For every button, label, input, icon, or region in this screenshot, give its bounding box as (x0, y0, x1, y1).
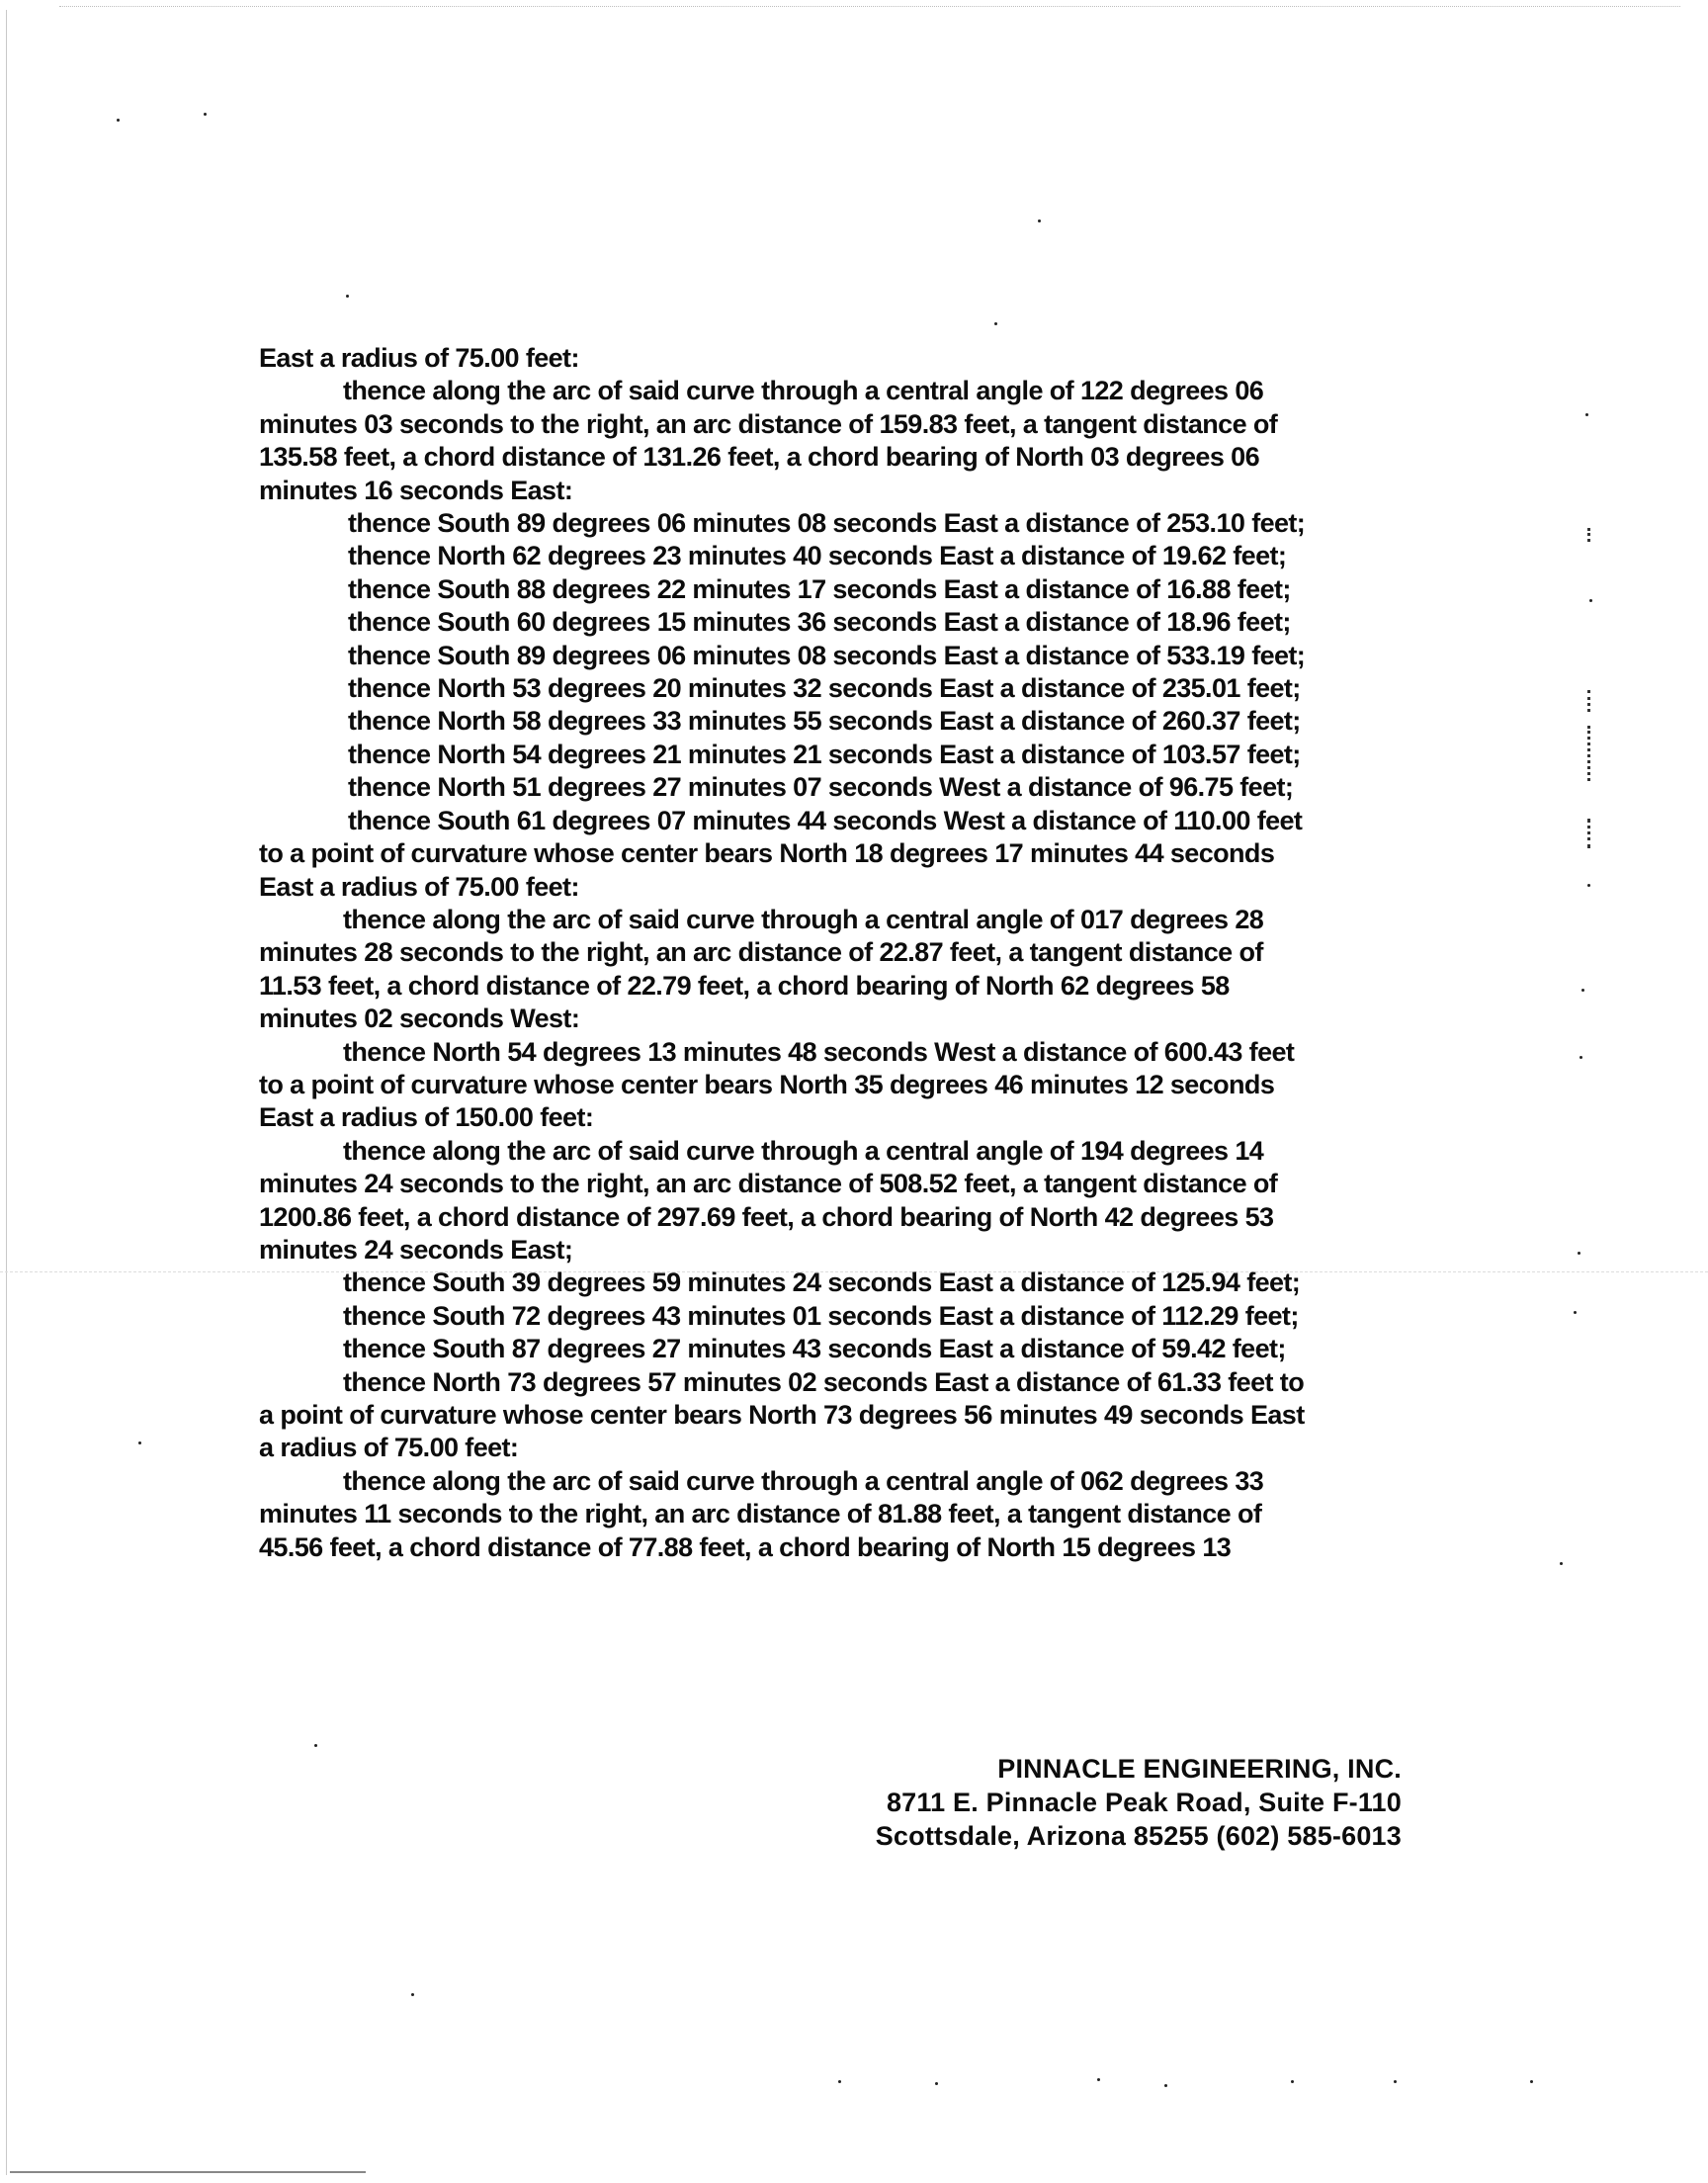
company-footer (876, 1752, 1402, 1853)
text-line: minutes 11 seconds to the right, an arc distance of 81.88 feet, a tangent distance of (259, 1499, 1262, 1529)
scan-speck (1581, 989, 1584, 992)
scan-speck (411, 1993, 414, 1996)
text-line: thence along the arc of said curve through a central angle of 062 degrees 33 (343, 1465, 1264, 1496)
text-line: 11.53 feet, a chord distance of 22.79 feet, a chord bearing of North 62 degrees 58 (259, 970, 1230, 1001)
scan-dot-column (1587, 819, 1592, 848)
text-line: 1200.86 feet, a chord distance of 297.69 feet, a chord bearing of North 42 degrees 53 (259, 1201, 1274, 1232)
company-name: PINNACLE ENGINEERING, INC. (997, 1754, 1402, 1784)
text-line: thence South 89 degrees 06 minutes 08 seconds East a distance of 253.10 feet; (348, 508, 1306, 539)
text-line: thence along the arc of said curve through a central angle of 017 degrees 28 (343, 904, 1264, 934)
text-line: minutes 24 seconds to the right, an arc distance of 508.52 feet, a tangent distance of (259, 1169, 1278, 1199)
text-line: thence South 60 degrees 15 minutes 36 seconds East a distance of 18.96 feet; (348, 607, 1291, 638)
text-line: thence South 88 degrees 22 minutes 17 seconds East a distance of 16.88 feet; (348, 573, 1291, 604)
text-line: minutes 24 seconds East; (259, 1234, 573, 1265)
scan-speck (1587, 884, 1590, 887)
text-line: a radius of 75.00 feet: (259, 1433, 519, 1463)
scan-dot-column (1587, 690, 1592, 712)
scan-speck (838, 2080, 841, 2083)
scan-speck (314, 1744, 317, 1747)
text-line: East a radius of 150.00 feet: (259, 1102, 594, 1133)
scan-speck (1394, 2080, 1397, 2083)
scan-speck (1038, 219, 1041, 222)
text-line: thence South 72 degrees 43 minutes 01 seconds East a distance of 112.29 feet; (343, 1300, 1299, 1331)
scan-speck (1291, 2080, 1294, 2083)
text-line: minutes 02 seconds West: (259, 1004, 580, 1034)
company-address: 8711 E. Pinnacle Peak Road, Suite F-110 (886, 1788, 1402, 1817)
text-line: East a radius of 75.00 feet: (259, 871, 579, 902)
text-line: thence South 89 degrees 06 minutes 08 seconds East a distance of 533.19 feet; (348, 640, 1306, 670)
legal-description-text (259, 342, 1420, 1564)
scan-speck (1589, 599, 1592, 602)
scan-speck (117, 119, 120, 122)
text-line: minutes 28 seconds to the right, an arc distance of 22.87 feet, a tangent distance of (259, 937, 1263, 968)
scan-speck (1585, 413, 1588, 416)
text-line: thence South 61 degrees 07 minutes 44 seconds West a distance of 110.00 feet (348, 805, 1303, 835)
company-city-phone: Scottsdale, Arizona 85255 (602) 585-6013 (875, 1821, 1402, 1851)
scan-speck (1164, 2084, 1167, 2087)
scan-left-edge (6, 10, 7, 2175)
text-line: East a radius of 75.00 feet: (259, 343, 579, 373)
scan-speck (1097, 2078, 1100, 2081)
scan-speck (1574, 1311, 1577, 1314)
text-line: thence North 54 degrees 13 minutes 48 seconds West a distance of 600.43 feet (343, 1036, 1295, 1067)
text-line: to a point of curvature whose center bears North 35 degrees 46 minutes 12 seconds (259, 1069, 1275, 1099)
scan-speck (935, 2082, 938, 2085)
text-line: thence North 53 degrees 20 minutes 32 seconds East a distance of 235.01 feet; (348, 673, 1301, 704)
text-line: thence along the arc of said curve through a central angle of 194 degrees 14 (343, 1135, 1264, 1166)
scan-speck (1560, 1562, 1563, 1565)
scan-speck (138, 1441, 141, 1444)
text-line: minutes 03 seconds to the right, an arc distance of 159.83 feet, a tangent distance of (259, 408, 1278, 439)
text-line: thence North 73 degrees 57 minutes 02 seconds East a distance of 61.33 feet to (343, 1366, 1305, 1397)
text-line: to a point of curvature whose center bears North 18 degrees 17 minutes 44 seconds (259, 838, 1275, 869)
scan-speck (1578, 1252, 1580, 1255)
text-line: thence North 51 degrees 27 minutes 07 seconds West a distance of 96.75 feet; (348, 772, 1294, 803)
text-line: thence North 58 degrees 33 minutes 55 seconds East a distance of 260.37 feet; (348, 706, 1301, 737)
text-line: thence South 87 degrees 27 minutes 43 seconds East a distance of 59.42 feet; (343, 1334, 1286, 1364)
scan-speck (994, 322, 997, 325)
scan-dot-column (1587, 528, 1592, 542)
scan-top-edge (59, 6, 1680, 7)
scan-speck (1530, 2080, 1533, 2083)
text-line: a point of curvature whose center bears North 73 degrees 56 minutes 49 seconds East (259, 1400, 1305, 1430)
text-line: thence North 62 degrees 23 minutes 40 seconds East a distance of 19.62 feet; (348, 541, 1287, 571)
scan-dot-column (1587, 726, 1592, 781)
text-line: thence North 54 degrees 21 minutes 21 seconds East a distance of 103.57 feet; (348, 739, 1301, 769)
text-line: thence South 39 degrees 59 minutes 24 seconds East a distance of 125.94 feet; (343, 1267, 1301, 1298)
text-line: minutes 16 seconds East: (259, 475, 573, 505)
scan-speck (346, 295, 349, 298)
scan-bottom-edge (10, 2171, 366, 2173)
scan-speck (1580, 1056, 1582, 1059)
text-line: thence along the arc of said curve through a central angle of 122 degrees 06 (343, 376, 1264, 406)
text-line: 135.58 feet, a chord distance of 131.26 feet, a chord bearing of North 03 degrees 06 (259, 442, 1259, 473)
scan-speck (204, 113, 207, 116)
text-line: 45.56 feet, a chord distance of 77.88 feet, a chord bearing of North 15 degrees 13 (259, 1531, 1232, 1562)
